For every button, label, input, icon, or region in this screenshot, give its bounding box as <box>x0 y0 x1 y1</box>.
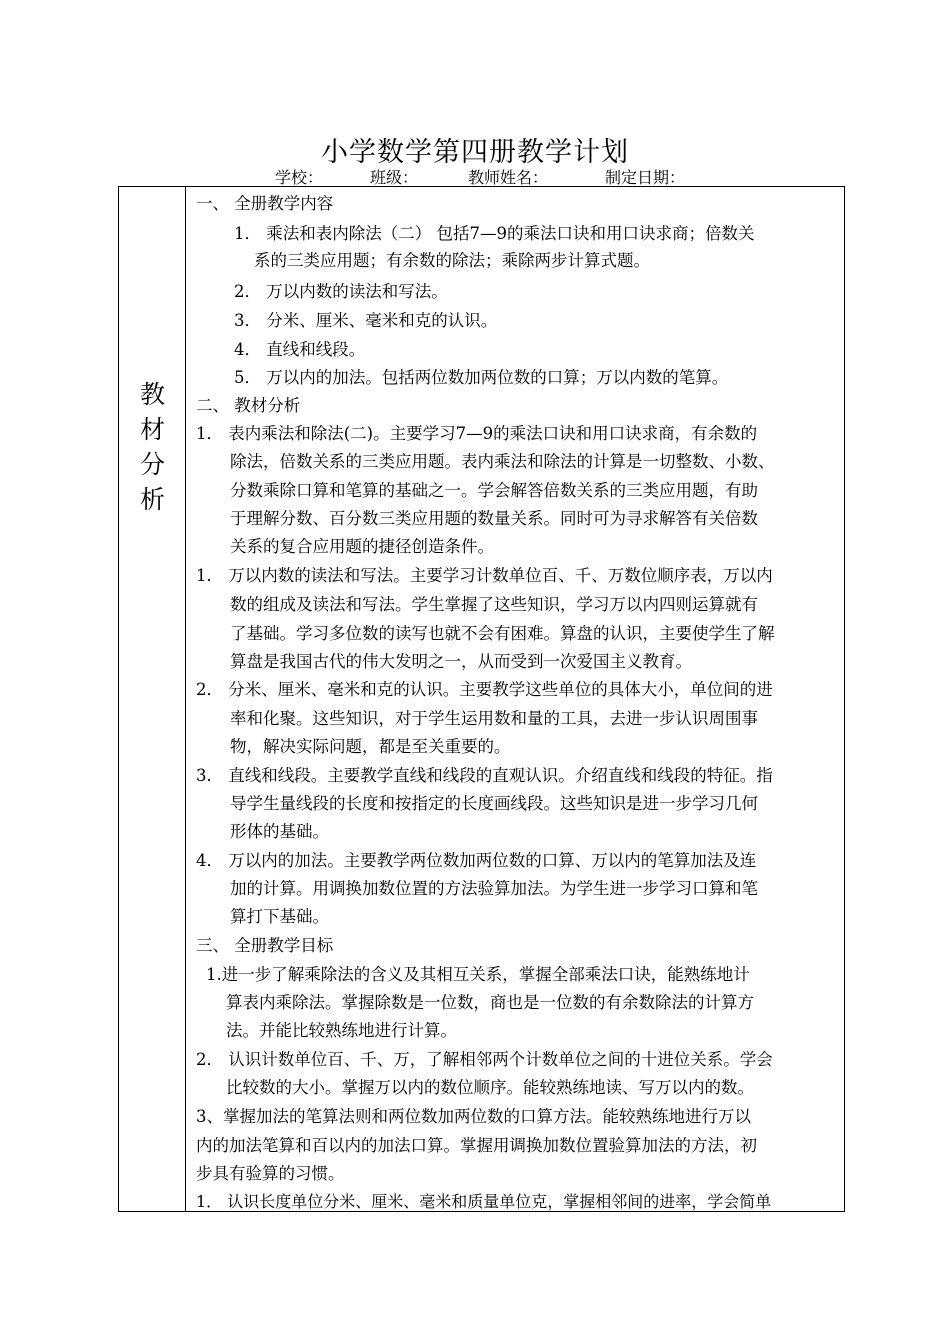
text-line: 了基础。学习多位数的读写也就不会有困难。算盘的认识，主要使学生了解 <box>230 624 775 643</box>
text-line: 算打下基础。 <box>230 907 329 926</box>
text-line: 1． 万以内数的读法和写法。主要学习计数单位百、千、万数位顺序表，万以内 <box>196 566 773 585</box>
text-line: 法。并能比较熟练地进行计算。 <box>226 1021 457 1040</box>
side-label-char: 材 <box>139 415 165 444</box>
text-line: 2． 万以内数的读法和写法。 <box>234 282 448 301</box>
section-heading: 二、 教材分析 <box>196 396 301 415</box>
section-heading: 三、 全册教学目标 <box>196 936 334 955</box>
text-line: 加的计算。用调换加数位置的方法验算加法。为学生进一步学习口算和笔 <box>230 879 758 898</box>
document-meta <box>275 165 685 188</box>
text-line: 于理解分数、百分数三类应用题的数量关系。同时可为寻求解答有关倍数 <box>230 509 758 528</box>
text-line: 比较数的大小。掌握万以内的数位顺序。能较熟练地读、写万以内的数。 <box>226 1078 754 1097</box>
text-line: 算盘是我国古代的伟大发明之一，从而受到一次爱国主义教育。 <box>230 652 692 671</box>
text-line: 4． 万以内的加法。主要教学两位数加两位数的口算、万以内的笔算加法及连 <box>196 851 757 870</box>
text-line: 数的组成及读法和写法。学生掌握了这些知识，学习万以内四则运算就有 <box>230 595 758 614</box>
text-line: 导学生量线段的长度和按指定的长度画线段。这些知识是进一步学习几何 <box>230 794 758 813</box>
text-line: 除法，倍数关系的三类应用题。表内乘法和除法的计算是一切整数、小数、 <box>230 452 775 471</box>
school-label: 学校： <box>275 168 324 187</box>
side-label-char: 教 <box>139 380 165 409</box>
side-label <box>119 377 186 517</box>
text-line: 2． 认识计数单位百、千、万，了解相邻两个计数单位之间的十进位关系。学会 <box>196 1050 773 1069</box>
text-line: 3． 分米、厘米、毫米和克的认识。 <box>234 311 498 330</box>
text-line: 2． 分米、厘米、毫米和克的认识。主要教学这些单位的具体大小，单位间的进 <box>196 680 773 699</box>
side-label-char: 分 <box>139 450 165 479</box>
text-line: 5． 万以内的加法。包括两位数加两位数的口算；万以内数的笔算。 <box>234 368 729 387</box>
text-line: 1． 表内乘法和除法(二)。主要学习7—9的乘法口诀和用口诀求商，有余数的 <box>196 424 758 443</box>
plan-table <box>118 186 845 1212</box>
side-label-char: 析 <box>139 485 165 514</box>
text-line: 3、掌握加法的笔算法则和两位数加两位数的口算方法。能较熟练地进行万以 <box>196 1107 751 1126</box>
text-line: 物，解决实际问题，都是至关重要的。 <box>230 737 511 756</box>
text-line: 系的三类应用题；有余数的除法；乘除两步计算式题。 <box>254 251 650 270</box>
text-line: 关系的复合应用题的捷径创造条件。 <box>230 537 494 556</box>
page-title: 小学数学第四册教学计划 <box>321 137 629 168</box>
side-label-cell <box>119 187 186 1211</box>
text-line: 算表内乘除法。掌握除数是一位数，商也是一位数的有余数除法的计算方 <box>226 993 754 1012</box>
text-line: 1.进一步了解乘除法的含义及其相互关系，掌握全部乘法口诀，能熟练地计 <box>206 965 750 984</box>
text-line: 内的加法笔算和百以内的加法口算。掌握用调换加数位置验算加法的方法，初 <box>196 1136 757 1155</box>
text-line: 1． 乘法和表内除法（二） 包括7—9的乘法口诀和用口诀求商；倍数关 <box>234 224 755 243</box>
date-label: 制定日期： <box>605 168 686 187</box>
text-line: 形体的基础。 <box>230 822 329 841</box>
class-label: 班级： <box>370 168 419 187</box>
content-cell <box>186 187 844 1211</box>
text-line: 分数乘除口算和笔算的基础之一。学会解答倍数关系的三类应用题，有助 <box>230 481 758 500</box>
text-line: 4． 直线和线段。 <box>234 340 366 359</box>
section-heading: 一、 全册教学内容 <box>196 194 334 213</box>
text-line: 3． 直线和线段。主要教学直线和线段的直观认识。介绍直线和线段的特征。指 <box>196 766 773 785</box>
teacher-label: 教师姓名： <box>468 168 549 187</box>
text-line: 1． 认识长度单位分米、厘米、毫米和质量单位克，掌握相邻间的进率，学会简单 <box>196 1192 772 1211</box>
text-line: 步具有验算的习惯。 <box>196 1164 345 1183</box>
text-line: 率和化聚。这些知识，对于学生运用数和量的工具，去进一步认识周围事 <box>230 709 758 728</box>
